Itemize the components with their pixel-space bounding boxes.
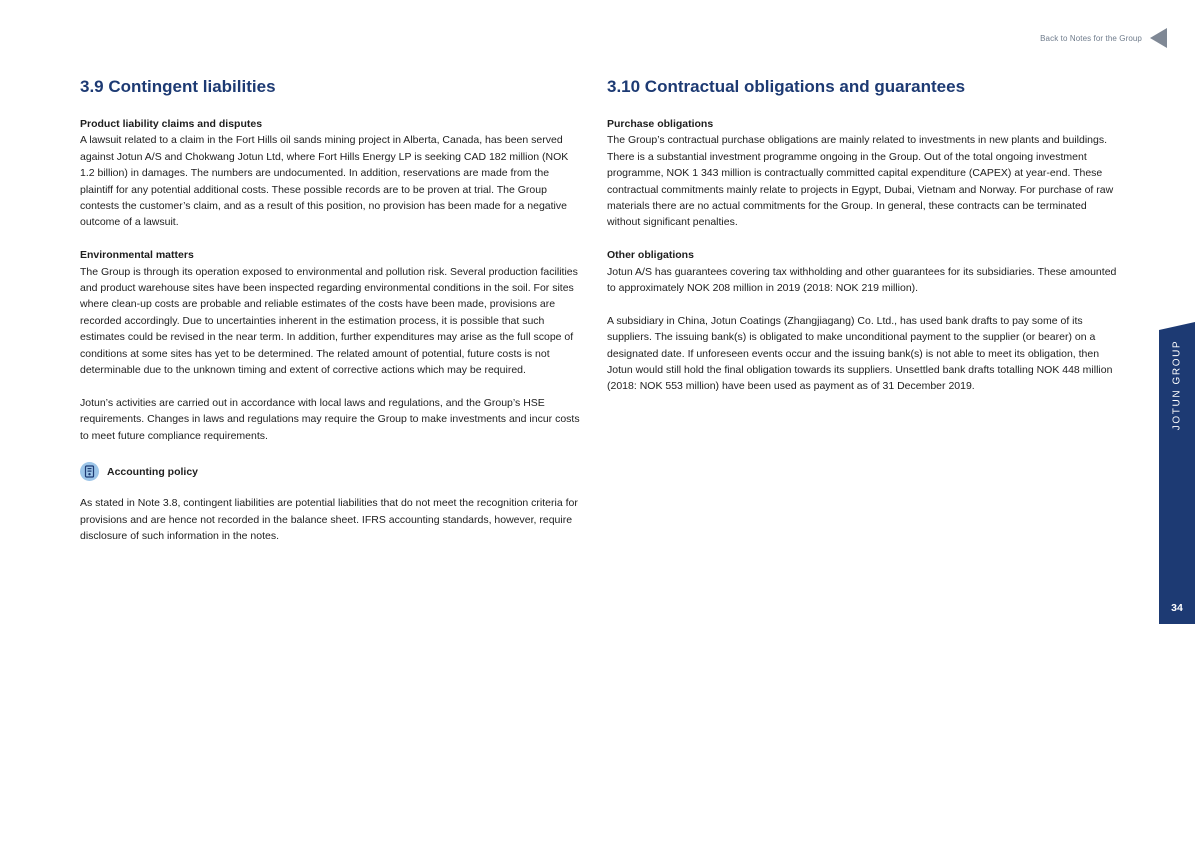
accounting-policy-title: Accounting policy [107, 465, 199, 478]
subheading-other-obligations: Other obligations [607, 249, 694, 262]
paragraph-purchase-obligations: The Group’s contractual purchase obligations are mainly related to investments in new plants and buildings. There is a substantial investment programme ongoing in the Group. Out of the total ongoing investment programme, NOK 1 343 million is contractually committed capital expenditure (CAPEX) at year-end. These contractual commitments mainly relate to projects in Egypt, Dubai, Vietnam and Norway. For purchase of raw materials there are no actual commitments for the Group. In general, these contracts can be terminated without significant penalties. [607, 134, 1114, 229]
section-heading-contractual-obligations: 3.10 Contractual obligations and guarantees [607, 77, 966, 96]
paragraph-guarantees: Jotun A/S has guarantees covering tax withholding and other guarantees for its subsidiaries. These amounted to approximately NOK 208 million in 2019 (2018: NOK 219 million). [607, 265, 1117, 295]
left-column [80, 76, 585, 561]
paragraph-product-liability: A lawsuit related to a claim in the Fort Hills oil sands mining project in Alberta, Canada, has been served against Jotun A/S and Chokwang Jotun Ltd, where Fort Hills Energy LP is seeking CAD 182 million (NOK 1.2 billion) in damages. The numbers are undocumented. In addition, reservations are made from the plaintiff for any potential additional costs. These possible records are to be proven at trial. The Group contests the customer’s claim, and as a result of this position, no provision has been made for a negative outcome of a lawsuit. [80, 134, 569, 229]
accounting-policy-header [80, 462, 585, 481]
paragraph-environmental-compliance: Jotun’s activities are carried out in accordance with local laws and regulations, and the Group’s HSE requirements. Changes in laws and regulations may require the Group to make investments and incur costs to meet future compliance requirements. [80, 396, 580, 442]
paragraph-accounting-policy: As stated in Note 3.8, contingent liabilities are potential liabilities that do not meet the recognition criteria for provisions and are hence not recorded in the balance sheet. IFRS accounting standards, however, require disclosure of such information in the notes. [80, 497, 578, 542]
back-to-notes-label: Back to Notes for the Group [1040, 33, 1142, 43]
subheading-purchase-obligations: Purchase obligations [607, 118, 714, 130]
paragraph-bank-drafts: A subsidiary in China, Jotun Coatings (Zhangjiagang) Co. Ltd., has used bank drafts to pay some of its suppliers. The issuing bank(s) is obligated to make unconditional payment to the supplier (or bearer) on a designated date. If unforeseen events occur and the issuing bank(s) is not able to meet its obligation, then Jotun would still hold the final obligation towards its suppliers. Unsettled bank drafts totalling NOK 448 million (2018: NOK 553 million) have been used as payment as of 31 December 2019. [607, 314, 1113, 393]
back-arrow-icon [1150, 28, 1167, 48]
page-number: 34 [1171, 602, 1183, 614]
side-tab-label: JOTUN GROUP [1171, 339, 1183, 431]
subheading-product-liability: Product liability claims and disputes [80, 118, 263, 130]
subheading-environmental-matters: Environmental matters [80, 249, 194, 262]
paragraph-environmental-risk: The Group is through its operation exposed to environmental and pollution risk. Several production facilities and product warehouse sites have been inspected regarding environmental conditions in the soil. For sites where clean-up costs are probable and reliable estimates of the costs have been made, provisions are recorded accordingly. Due to uncertainties inherent in the estimation process, it is possible that such estimates could be revised in the near term. In addition, further expenditures may arise as the full scope of conditions at some sites has yet to be determined. The related amount of potential, future costs is not determinable due to the unknown timing and extent of corrective actions which may be required. [80, 265, 578, 377]
section-heading-contingent-liabilities: 3.9 Contingent liabilities [80, 77, 276, 96]
right-column [607, 76, 1122, 411]
policy-book-icon [80, 462, 99, 481]
back-to-notes-link[interactable] [1040, 28, 1167, 48]
